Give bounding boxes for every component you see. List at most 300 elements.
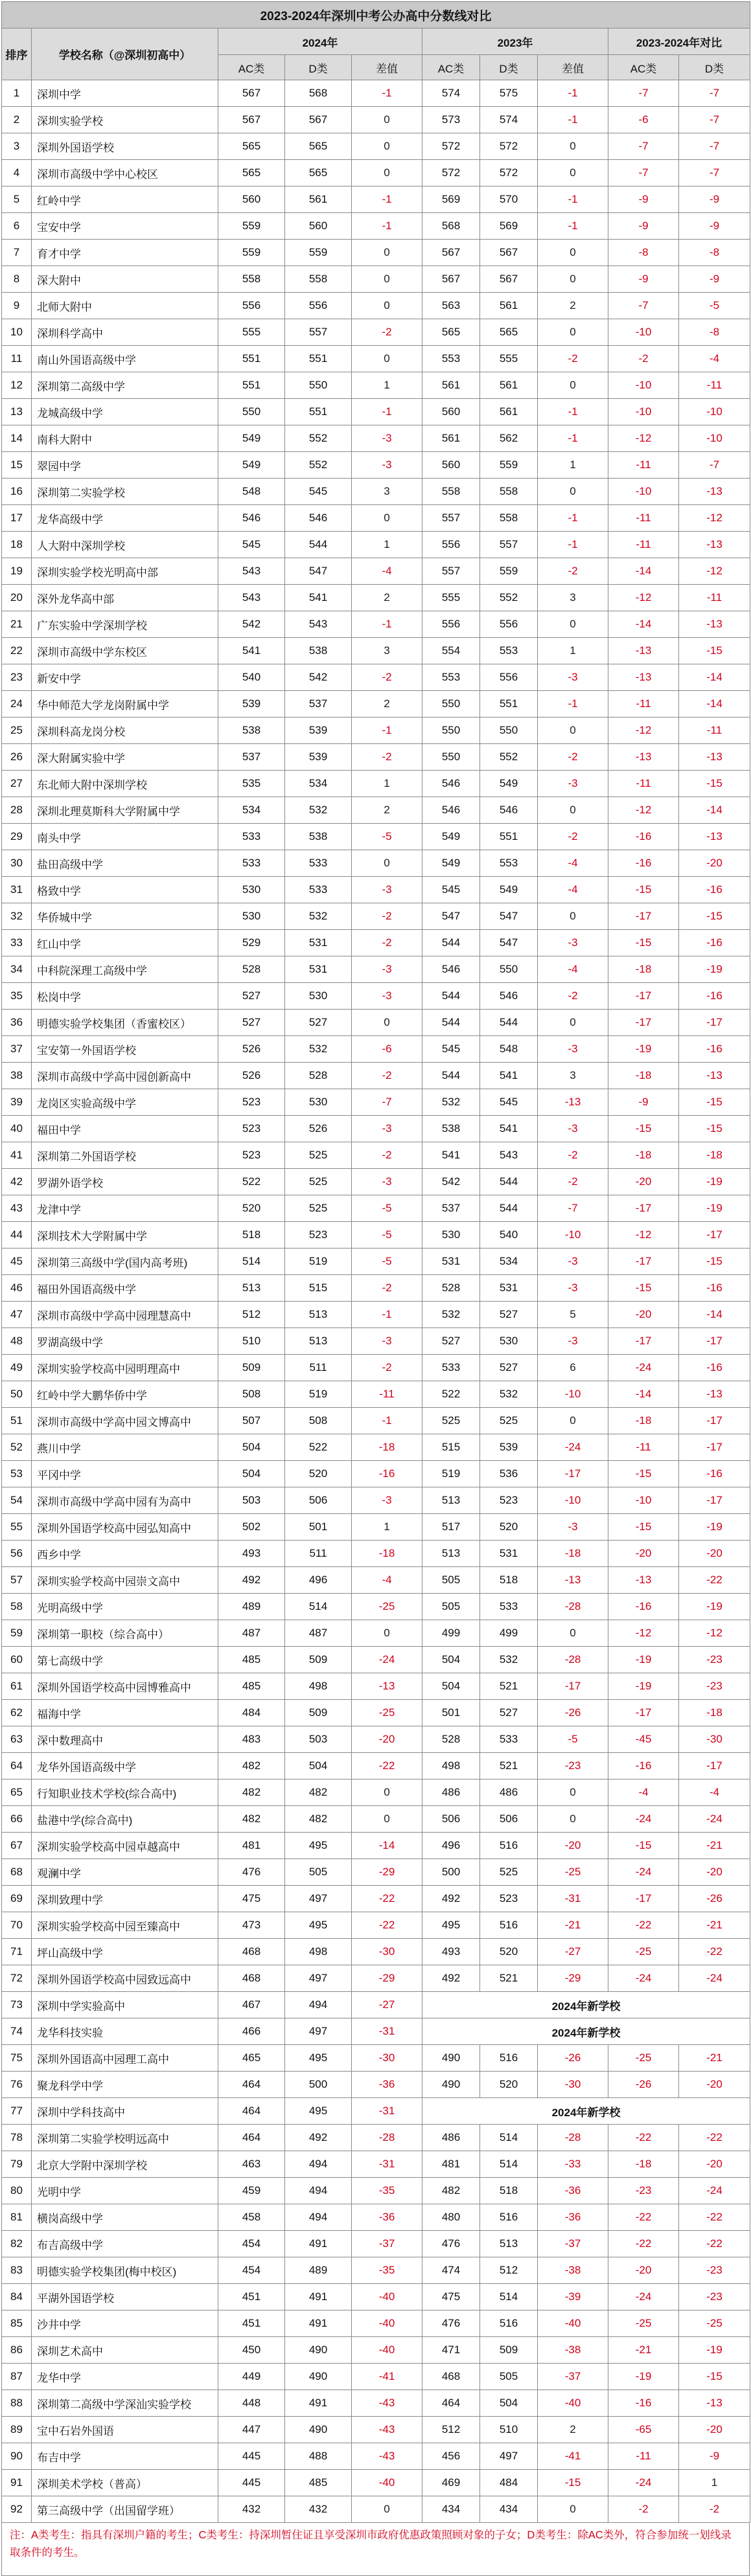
header-compare-ac: AC类 <box>608 55 679 80</box>
cell-d-2023: 550 <box>480 956 538 983</box>
cell-delta-2024: -43 <box>352 2417 422 2443</box>
cell-d-2023: 484 <box>480 2470 538 2496</box>
cell-ac-2023: 456 <box>422 2443 480 2470</box>
cell-ac-2024: 464 <box>218 2072 285 2098</box>
cell-ac-2024: 520 <box>218 1195 285 1222</box>
cell-ac-2023: 527 <box>422 1328 480 1355</box>
cell-delta-2024: 2 <box>352 797 422 824</box>
cell-ac-2024: 450 <box>218 2337 285 2364</box>
cell-d-2024: 568 <box>285 80 352 107</box>
cell-diff-ac: -10 <box>608 479 679 505</box>
cell-ac-2024: 482 <box>218 1753 285 1779</box>
table-row <box>2 1726 750 1753</box>
cell-delta-2024: -25 <box>352 1700 422 1726</box>
cell-d-2023: 548 <box>480 1036 538 1063</box>
cell-rank: 62 <box>2 1700 32 1726</box>
cell-d-2023: 567 <box>480 240 538 266</box>
score-comparison-table <box>1 1 750 2523</box>
cell-d-2024: 538 <box>285 824 352 850</box>
cell-ac-2023: 541 <box>422 1142 480 1169</box>
cell-delta-2024: -29 <box>352 1965 422 1992</box>
cell-ac-2024: 504 <box>218 1461 285 1487</box>
cell-diff-ac: -19 <box>608 2364 679 2390</box>
cell-diff-ac: -15 <box>608 1833 679 1859</box>
cell-diff-ac: -19 <box>608 1036 679 1063</box>
cell-delta-2024: -1 <box>352 213 422 240</box>
cell-diff-ac: -17 <box>608 1328 679 1355</box>
table-row <box>2 2072 750 2098</box>
header-2024-delta: 差值 <box>352 55 422 80</box>
cell-ac-2024: 449 <box>218 2364 285 2390</box>
cell-delta-2024: -2 <box>352 319 422 346</box>
cell-diff-d: -13 <box>679 532 750 558</box>
cell-ac-2023: 504 <box>422 1673 480 1700</box>
cell-delta-2023: -25 <box>538 1859 608 1886</box>
cell-d-2024: 532 <box>285 1036 352 1063</box>
cell-ac-2024: 548 <box>218 479 285 505</box>
cell-school: 布吉中学 <box>32 2443 218 2470</box>
cell-diff-d: -14 <box>679 797 750 824</box>
cell-d-2023: 552 <box>480 744 538 771</box>
cell-rank: 77 <box>2 2098 32 2125</box>
table-row <box>2 2310 750 2337</box>
cell-ac-2024: 454 <box>218 2257 285 2284</box>
cell-delta-2023: 0 <box>538 479 608 505</box>
cell-d-2024: 488 <box>285 2443 352 2470</box>
cell-delta-2023: -39 <box>538 2284 608 2310</box>
cell-school: 平湖外国语学校 <box>32 2284 218 2310</box>
cell-school: 龙津中学 <box>32 1195 218 1222</box>
header-compare: 2023-2024年对比 <box>608 28 750 55</box>
cell-diff-ac: -13 <box>608 744 679 771</box>
cell-ac-2024: 489 <box>218 1594 285 1620</box>
cell-diff-d: -17 <box>679 1010 750 1036</box>
cell-ac-2023: 550 <box>422 691 480 717</box>
cell-rank: 9 <box>2 293 32 319</box>
cell-ac-2023: 532 <box>422 1302 480 1328</box>
cell-ac-2024: 481 <box>218 1833 285 1859</box>
table-row <box>2 346 750 372</box>
table-row <box>2 319 750 346</box>
table-row <box>2 1620 750 1647</box>
cell-delta-2024: -3 <box>352 1169 422 1195</box>
cell-ac-2023: 544 <box>422 983 480 1010</box>
cell-school: 深圳中学 <box>32 80 218 107</box>
table-row <box>2 1912 750 1939</box>
cell-ac-2024: 482 <box>218 1779 285 1806</box>
cell-d-2023: 569 <box>480 213 538 240</box>
cell-delta-2024: -1 <box>352 80 422 107</box>
cell-school: 深圳中学实验高中 <box>32 1992 218 2018</box>
cell-d-2024: 533 <box>285 850 352 877</box>
cell-d-2023: 520 <box>480 1939 538 1965</box>
cell-d-2024: 491 <box>285 2284 352 2310</box>
cell-d-2023: 559 <box>480 452 538 479</box>
cell-diff-ac: -7 <box>608 160 679 186</box>
cell-d-2024: 556 <box>285 293 352 319</box>
cell-delta-2024: -1 <box>352 611 422 638</box>
cell-diff-d: -17 <box>679 1753 750 1779</box>
cell-d-2023: 558 <box>480 479 538 505</box>
cell-diff-d: -5 <box>679 293 750 319</box>
table-row <box>2 1355 750 1381</box>
cell-delta-2023: -28 <box>538 1594 608 1620</box>
cell-school: 深圳北理莫斯科大学附属中学 <box>32 797 218 824</box>
cell-delta-2024: -43 <box>352 2390 422 2417</box>
cell-school: 红岭中学大鹏华侨中学 <box>32 1381 218 1408</box>
cell-ac-2023: 469 <box>422 2470 480 2496</box>
cell-diff-ac: -15 <box>608 1116 679 1142</box>
cell-school: 明德实验学校集团（香蜜校区） <box>32 1010 218 1036</box>
cell-d-2024: 544 <box>285 532 352 558</box>
cell-d-2024: 482 <box>285 1779 352 1806</box>
cell-ac-2023: 567 <box>422 240 480 266</box>
cell-d-2023: 527 <box>480 1355 538 1381</box>
cell-d-2023: 541 <box>480 1116 538 1142</box>
cell-delta-2023: -13 <box>538 1089 608 1116</box>
table-body <box>2 80 750 2523</box>
cell-delta-2023: -3 <box>538 1328 608 1355</box>
cell-delta-2024: -25 <box>352 1594 422 1620</box>
cell-ac-2024: 503 <box>218 1487 285 1514</box>
table-row <box>2 532 750 558</box>
cell-rank: 66 <box>2 1806 32 1833</box>
cell-d-2024: 504 <box>285 1753 352 1779</box>
cell-d-2024: 538 <box>285 638 352 664</box>
cell-diff-ac: -11 <box>608 2443 679 2470</box>
cell-rank: 45 <box>2 1248 32 1275</box>
cell-delta-2024: -40 <box>352 2470 422 2496</box>
cell-diff-d: -17 <box>679 1487 750 1514</box>
cell-d-2023: 523 <box>480 1487 538 1514</box>
cell-ac-2024: 537 <box>218 744 285 771</box>
cell-ac-2023: 569 <box>422 186 480 213</box>
cell-delta-2023: -1 <box>538 399 608 425</box>
cell-rank: 40 <box>2 1116 32 1142</box>
cell-delta-2024: -36 <box>352 2072 422 2098</box>
cell-delta-2023: -3 <box>538 1514 608 1541</box>
cell-rank: 17 <box>2 505 32 532</box>
cell-diff-ac: -17 <box>608 1195 679 1222</box>
cell-ac-2024: 543 <box>218 585 285 611</box>
cell-delta-2023: -4 <box>538 877 608 903</box>
cell-diff-ac: -15 <box>608 1275 679 1302</box>
cell-school: 深大附中 <box>32 266 218 293</box>
cell-delta-2024: -7 <box>352 1089 422 1116</box>
cell-school: 东北师大附中深圳学校 <box>32 771 218 797</box>
cell-diff-ac: -10 <box>608 399 679 425</box>
cell-delta-2024: -1 <box>352 399 422 425</box>
cell-school: 深圳实验学校高中园明理高中 <box>32 1355 218 1381</box>
table-row <box>2 2390 750 2417</box>
cell-ac-2024: 445 <box>218 2470 285 2496</box>
cell-diff-ac: -25 <box>608 2310 679 2337</box>
cell-ac-2024: 565 <box>218 160 285 186</box>
table-row <box>2 611 750 638</box>
cell-ac-2024: 451 <box>218 2310 285 2337</box>
cell-school: 深圳第三高级中学(国内高考班) <box>32 1248 218 1275</box>
cell-d-2023: 521 <box>480 1673 538 1700</box>
cell-delta-2024: -40 <box>352 2337 422 2364</box>
cell-rank: 78 <box>2 2125 32 2151</box>
cell-school: 深圳第一职校（综合高中） <box>32 1620 218 1647</box>
cell-diff-d: -19 <box>679 2337 750 2364</box>
cell-d-2024: 552 <box>285 425 352 452</box>
cell-d-2024: 494 <box>285 2178 352 2204</box>
cell-ac-2023: 515 <box>422 1434 480 1461</box>
cell-ac-2023: 547 <box>422 903 480 930</box>
table-row <box>2 1275 750 1302</box>
cell-ac-2024: 473 <box>218 1912 285 1939</box>
table-row <box>2 2178 750 2204</box>
cell-rank: 92 <box>2 2496 32 2523</box>
cell-ac-2024: 510 <box>218 1328 285 1355</box>
cell-rank: 82 <box>2 2231 32 2257</box>
cell-delta-2023: 0 <box>538 1806 608 1833</box>
cell-d-2024: 494 <box>285 2151 352 2178</box>
cell-school: 深中数理高中 <box>32 1726 218 1753</box>
cell-d-2024: 561 <box>285 186 352 213</box>
cell-ac-2023: 550 <box>422 717 480 744</box>
table-row <box>2 1992 750 2018</box>
cell-ac-2024: 467 <box>218 1992 285 2018</box>
cell-school: 燕川中学 <box>32 1434 218 1461</box>
cell-rank: 34 <box>2 956 32 983</box>
cell-diff-ac: -13 <box>608 1567 679 1594</box>
header-2023-delta: 差值 <box>538 55 608 80</box>
table-row <box>2 558 750 585</box>
cell-ac-2023: 525 <box>422 1408 480 1434</box>
cell-d-2024: 525 <box>285 1169 352 1195</box>
cell-rank: 32 <box>2 903 32 930</box>
cell-d-2023: 561 <box>480 293 538 319</box>
table-row <box>2 638 750 664</box>
table-row <box>2 771 750 797</box>
cell-diff-d: -24 <box>679 1806 750 1833</box>
cell-diff-d: -22 <box>679 1939 750 1965</box>
cell-diff-d: -16 <box>679 930 750 956</box>
cell-school: 深圳外国语学校高中园致远高中 <box>32 1965 218 1992</box>
cell-diff-d: -16 <box>679 877 750 903</box>
cell-school: 第七高级中学 <box>32 1647 218 1673</box>
cell-rank: 74 <box>2 2018 32 2045</box>
cell-diff-ac: -18 <box>608 2151 679 2178</box>
cell-diff-ac: -14 <box>608 1381 679 1408</box>
cell-ac-2023: 517 <box>422 1514 480 1541</box>
cell-d-2024: 494 <box>285 1992 352 2018</box>
cell-delta-2024: -30 <box>352 1939 422 1965</box>
table-row <box>2 877 750 903</box>
cell-school: 华侨城中学 <box>32 903 218 930</box>
cell-delta-2024: -1 <box>352 1408 422 1434</box>
cell-delta-2024: 0 <box>352 2496 422 2523</box>
cell-d-2023: 561 <box>480 372 538 399</box>
cell-ac-2024: 518 <box>218 1222 285 1248</box>
cell-school: 深圳市高级中学高中园有为高中 <box>32 1487 218 1514</box>
cell-d-2023: 547 <box>480 903 538 930</box>
cell-diff-ac: -16 <box>608 2390 679 2417</box>
cell-ac-2024: 551 <box>218 372 285 399</box>
cell-d-2024: 545 <box>285 479 352 505</box>
cell-diff-d: -13 <box>679 1381 750 1408</box>
cell-delta-2024: -1 <box>352 186 422 213</box>
table-row <box>2 717 750 744</box>
cell-ac-2023: 561 <box>422 372 480 399</box>
table-row <box>2 1222 750 1248</box>
cell-delta-2023: -41 <box>538 2443 608 2470</box>
cell-rank: 14 <box>2 425 32 452</box>
cell-delta-2023: -2 <box>538 346 608 372</box>
cell-school: 深圳外国语学校高中园弘知高中 <box>32 1514 218 1541</box>
cell-d-2024: 547 <box>285 558 352 585</box>
cell-school: 聚龙科学中学 <box>32 2072 218 2098</box>
cell-d-2024: 523 <box>285 1222 352 1248</box>
cell-diff-d: -7 <box>679 133 750 160</box>
cell-delta-2023: 0 <box>538 611 608 638</box>
cell-ac-2024: 468 <box>218 1965 285 1992</box>
cell-diff-d: -22 <box>679 1567 750 1594</box>
cell-diff-d: -15 <box>679 638 750 664</box>
cell-ac-2023: 476 <box>422 2231 480 2257</box>
new-school-label: 2024年新学校 <box>422 1992 750 2018</box>
cell-delta-2024: -24 <box>352 1647 422 1673</box>
cell-ac-2024: 513 <box>218 1275 285 1302</box>
cell-diff-d: -21 <box>679 2045 750 2072</box>
cell-diff-ac: -23 <box>608 2178 679 2204</box>
cell-diff-ac: -18 <box>608 1408 679 1434</box>
cell-school: 龙华高级中学 <box>32 505 218 532</box>
cell-rank: 56 <box>2 1541 32 1567</box>
cell-school: 深圳美术学校（普高） <box>32 2470 218 2496</box>
cell-diff-ac: -12 <box>608 585 679 611</box>
cell-rank: 5 <box>2 186 32 213</box>
cell-school: 红山中学 <box>32 930 218 956</box>
cell-ac-2023: 501 <box>422 1700 480 1726</box>
cell-delta-2023: -10 <box>538 1487 608 1514</box>
cell-school: 龙华科技实验 <box>32 2018 218 2045</box>
cell-d-2023: 555 <box>480 346 538 372</box>
cell-delta-2024: -22 <box>352 1886 422 1912</box>
cell-school: 翠园中学 <box>32 452 218 479</box>
cell-diff-ac: -15 <box>608 1461 679 1487</box>
cell-rank: 88 <box>2 2390 32 2417</box>
cell-ac-2023: 528 <box>422 1726 480 1753</box>
cell-delta-2024: -3 <box>352 877 422 903</box>
cell-delta-2023: -37 <box>538 2231 608 2257</box>
table-row <box>2 2125 750 2151</box>
cell-d-2023: 513 <box>480 2231 538 2257</box>
cell-school: 深圳外国语学校高中园博雅高中 <box>32 1673 218 1700</box>
cell-diff-d: -7 <box>679 80 750 107</box>
table-row <box>2 1541 750 1567</box>
cell-diff-ac: -16 <box>608 850 679 877</box>
cell-rank: 26 <box>2 744 32 771</box>
cell-ac-2024: 560 <box>218 186 285 213</box>
cell-ac-2024: 555 <box>218 319 285 346</box>
cell-delta-2024: -2 <box>352 930 422 956</box>
cell-ac-2023: 567 <box>422 266 480 293</box>
cell-diff-d: -9 <box>679 186 750 213</box>
cell-d-2024: 534 <box>285 771 352 797</box>
cell-d-2024: 491 <box>285 2390 352 2417</box>
cell-rank: 87 <box>2 2364 32 2390</box>
cell-rank: 81 <box>2 2204 32 2231</box>
cell-d-2023: 516 <box>480 1912 538 1939</box>
cell-diff-ac: -24 <box>608 2284 679 2310</box>
cell-delta-2023: 0 <box>538 240 608 266</box>
cell-school: 深大附属实验中学 <box>32 744 218 771</box>
table-row <box>2 1833 750 1859</box>
cell-school: 广东实验中学深圳学校 <box>32 611 218 638</box>
cell-rank: 2 <box>2 107 32 133</box>
cell-delta-2024: -40 <box>352 2310 422 2337</box>
cell-d-2023: 532 <box>480 1647 538 1673</box>
cell-delta-2024: -3 <box>352 983 422 1010</box>
cell-diff-d: -8 <box>679 240 750 266</box>
cell-diff-d: -11 <box>679 717 750 744</box>
cell-diff-d: -13 <box>679 1063 750 1089</box>
cell-ac-2023: 505 <box>422 1567 480 1594</box>
cell-delta-2024: -35 <box>352 2178 422 2204</box>
cell-d-2024: 513 <box>285 1328 352 1355</box>
cell-delta-2024: -18 <box>352 1541 422 1567</box>
cell-ac-2023: 512 <box>422 2417 480 2443</box>
cell-delta-2024: -22 <box>352 1753 422 1779</box>
cell-ac-2024: 502 <box>218 1514 285 1541</box>
cell-diff-d: -4 <box>679 1779 750 1806</box>
cell-diff-ac: -22 <box>608 2231 679 2257</box>
table-row <box>2 797 750 824</box>
cell-rank: 68 <box>2 1859 32 1886</box>
cell-d-2023: 533 <box>480 1594 538 1620</box>
cell-ac-2024: 567 <box>218 107 285 133</box>
cell-ac-2024: 523 <box>218 1116 285 1142</box>
cell-ac-2024: 468 <box>218 1939 285 1965</box>
cell-delta-2023: -4 <box>538 956 608 983</box>
cell-diff-d: -24 <box>679 2178 750 2204</box>
cell-d-2024: 503 <box>285 1726 352 1753</box>
cell-d-2023: 527 <box>480 1302 538 1328</box>
cell-diff-d: -21 <box>679 1912 750 1939</box>
cell-d-2024: 519 <box>285 1248 352 1275</box>
cell-diff-ac: -17 <box>608 1010 679 1036</box>
cell-delta-2024: -30 <box>352 2045 422 2072</box>
cell-ac-2023: 572 <box>422 133 480 160</box>
cell-school: 深圳科学高中 <box>32 319 218 346</box>
cell-ac-2023: 468 <box>422 2364 480 2390</box>
cell-diff-ac: -12 <box>608 1222 679 1248</box>
cell-delta-2024: -20 <box>352 1726 422 1753</box>
table-row <box>2 2364 750 2390</box>
cell-diff-d: -23 <box>679 2284 750 2310</box>
cell-d-2024: 539 <box>285 717 352 744</box>
cell-diff-ac: -22 <box>608 1912 679 1939</box>
cell-rank: 55 <box>2 1514 32 1541</box>
cell-diff-d: -13 <box>679 2390 750 2417</box>
cell-diff-d: -17 <box>679 1408 750 1434</box>
cell-diff-d: -11 <box>679 585 750 611</box>
cell-rank: 27 <box>2 771 32 797</box>
cell-diff-ac: -24 <box>608 1806 679 1833</box>
cell-diff-ac: -13 <box>608 664 679 691</box>
cell-d-2024: 530 <box>285 1089 352 1116</box>
table-row <box>2 266 750 293</box>
new-school-label: 2024年新学校 <box>422 2018 750 2045</box>
cell-ac-2023: 434 <box>422 2496 480 2523</box>
cell-delta-2023: -29 <box>538 1965 608 1992</box>
table-row <box>2 2098 750 2125</box>
cell-delta-2024: 1 <box>352 1514 422 1541</box>
